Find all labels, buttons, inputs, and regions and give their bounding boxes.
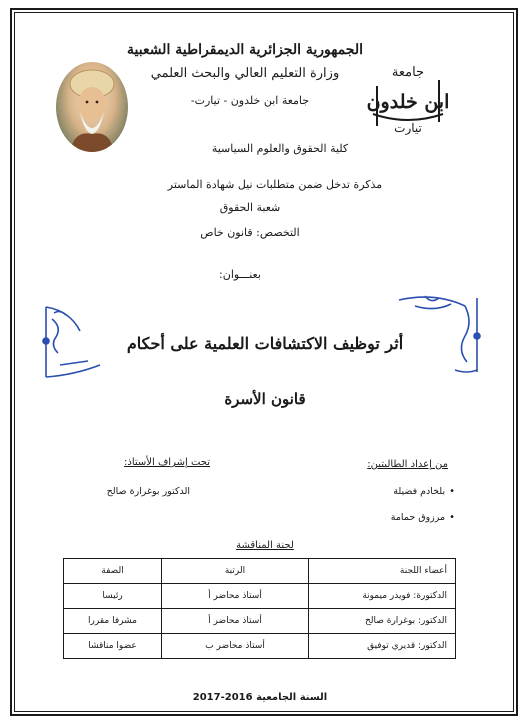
member-role-cell: عضوا مناقشا (64, 634, 162, 659)
member-rank-cell: أستاذ محاضر أ (162, 584, 309, 609)
faculty-name: كلية الحقوق والعلوم السياسية (211, 142, 349, 155)
bullet-icon: • (449, 512, 455, 523)
member-name-cell: الدكتور: بوغرارة صالح (309, 609, 456, 634)
supervisor-name: الدكتور بوغرارة صالح (106, 486, 190, 497)
ministry-name: وزارة التعليم العالي والبحث العلمي (150, 66, 340, 81)
table-row (64, 634, 456, 659)
table-header-cell: الصفة (64, 559, 162, 584)
student-name: بلخادم فضيلة (393, 486, 446, 497)
thesis-title-line-1: أثر توظيف الاكتشافات العلمية على أحكام (126, 334, 404, 353)
bullet-icon: • (449, 486, 455, 497)
committee-table (63, 558, 456, 659)
table-row (64, 584, 456, 609)
table-row (64, 609, 456, 634)
supervision-label: تحت إشراف الأستاذ: (124, 457, 210, 468)
svg-text:ابن خلدون: ابن خلدون (366, 91, 450, 113)
table-header-cell: أعضاء اللجنة (309, 559, 456, 584)
member-role-cell: رئيسا (64, 584, 162, 609)
student-name: مرزوق حمامة (390, 512, 446, 523)
branch-name: شعبة الحقوق (219, 201, 281, 214)
member-rank-cell: أستاذ محاضر ب (162, 634, 309, 659)
university-name: جامعة ابن خلدون - تيارت- (190, 94, 310, 107)
svg-text:تيارت: تيارت (394, 121, 422, 135)
table-header-cell: الرتبة (162, 559, 309, 584)
svg-text:جامعة: جامعة (391, 65, 425, 80)
republic-name: الجمهورية الجزائرية الديمقراطية الشعبية (126, 42, 363, 58)
thesis-title-line-2: قانون الأسرة (224, 390, 306, 408)
student-item (300, 486, 455, 497)
member-rank-cell: أستاذ محاضر أ (162, 609, 309, 634)
member-role-cell: مشرفا مقررا (64, 609, 162, 634)
academic-year: السنة الجامعية 2016-2017 (192, 692, 328, 703)
member-name-cell: الدكتورة: فويدر ميمونة (309, 584, 456, 609)
member-name-cell: الدكتور: قديري توفيق (309, 634, 456, 659)
title-label: بعنـــوان: (219, 268, 261, 281)
prepared-by-label: من إعداد الطالبتين: (367, 459, 448, 470)
memo-description: مذكرة تدخل ضمن متطلبات نيل شهادة الماستر (167, 178, 383, 191)
committee-label: لجنة المناقشة (236, 540, 294, 551)
student-item (300, 512, 455, 523)
specialization: التخصص: قانون خاص (200, 226, 300, 239)
table-header-row (64, 559, 456, 584)
